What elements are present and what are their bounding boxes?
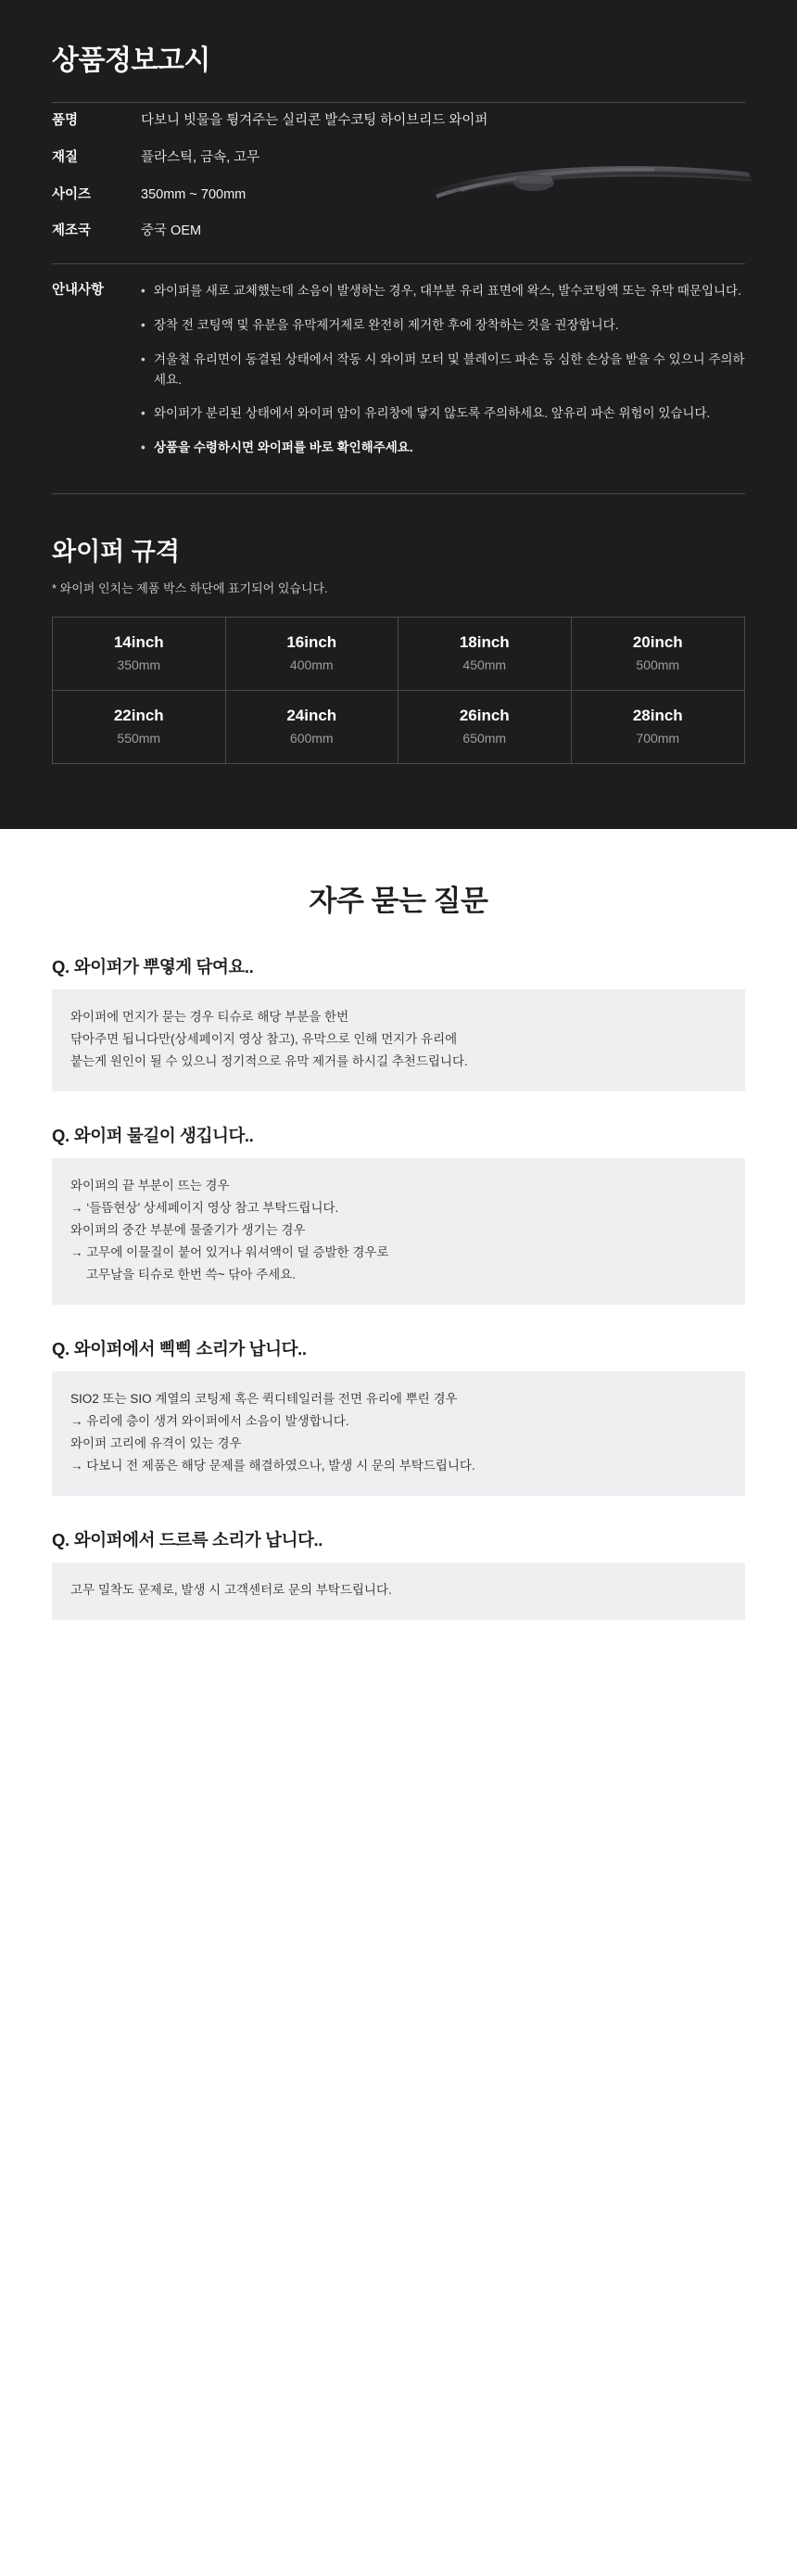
size-mm: 350mm (117, 657, 161, 673)
table-row (52, 213, 745, 250)
product-notice-section (0, 0, 797, 829)
size-mm: 650mm (462, 731, 507, 746)
wiper-spec-note: * 와이퍼 인치는 제품 박스 하단에 표기되어 있습니다. (52, 581, 328, 596)
size-mm: 400mm (289, 657, 334, 673)
faq-question-text: 와이퍼에서 드르륵 소리가 납니다.. (73, 1530, 323, 1550)
spec-value: 중국 OEM (141, 223, 202, 239)
size-inch: 28inch (632, 707, 683, 725)
divider-bottom (52, 493, 745, 494)
faq-question (52, 1527, 745, 1551)
faq-answer-line: → 다보니 전 제품은 해당 문제를 해결하였으나, 발생 시 문의 부탁드립니다. (70, 1459, 475, 1473)
size-cell (398, 691, 572, 763)
faq-answer-line: 와이퍼에 먼지가 묻는 경우 티슈로 해당 부분을 한번 (70, 1010, 349, 1025)
list-item: • 겨울철 유리면이 동결된 상태에서 작동 시 와이퍼 모터 및 블레이드 파손 등 심한 손상을 받을 수 있으니 주의하세요. (141, 350, 745, 390)
size-mm: 700mm (636, 731, 680, 746)
faq-item (52, 1527, 745, 1620)
faq-answer (52, 1371, 745, 1496)
list-item: • 상품을 수령하시면 와이퍼를 바로 확인해주세요. (141, 438, 745, 458)
spec-key: 재질 (52, 149, 79, 165)
question-mark-label: Q. (52, 1126, 70, 1146)
spec-value: 플라스틱, 금속, 고무 (141, 149, 260, 165)
spec-value: 다보니 빗물을 튕겨주는 실리콘 발수코팅 하이브리드 와이퍼 (141, 113, 488, 128)
spec-key: 사이즈 (52, 186, 92, 202)
size-inch: 14inch (113, 633, 164, 652)
table-row (52, 177, 745, 214)
faq-question (52, 1336, 745, 1360)
size-mm: 550mm (117, 731, 161, 746)
size-inch: 24inch (286, 707, 337, 725)
faq-answer-line: 닦아주면 됩니다만(상세페이지 영상 참고), 유막으로 인해 먼지가 유리에 (70, 1032, 458, 1047)
faq-answer-line: 와이퍼의 끝 부분이 뜨는 경우 (70, 1179, 230, 1193)
faq-question-text: 와이퍼에서 삑삑 소리가 납니다.. (73, 1339, 307, 1359)
size-cell (226, 691, 399, 763)
list-item: • 장착 전 코팅액 및 유분을 유막제거제로 완전히 제거한 후에 장착하는 것을 권장합니다. (141, 315, 745, 336)
wiper-size-grid (52, 617, 745, 764)
notice-label: 안내사항 (52, 283, 105, 298)
page-title: 상품정보고시 (52, 45, 210, 76)
list-item: • 와이퍼가 분리된 상태에서 와이퍼 암이 유리창에 닿지 않도록 주의하세요. 앞유리 파손 위험이 있습니다. (141, 403, 745, 424)
size-cell (226, 618, 399, 691)
faq-question (52, 1123, 745, 1147)
size-inch: 22inch (113, 707, 164, 725)
wiper-spec-title: 와이퍼 규격 (52, 538, 180, 567)
faq-answer-line: → ‘들뜸현상’ 상세페이지 영상 참고 부탁드립니다. (70, 1201, 339, 1216)
table-row (52, 264, 745, 467)
faq-answer-line: → 유리에 층이 생겨 와이퍼에서 소음이 발생합니다. (70, 1414, 349, 1429)
wiper-spec-block (52, 531, 745, 764)
faq-answer-line: → 고무에 이물질이 붙어 있거나 워셔액이 덜 증발한 경우로 (70, 1245, 389, 1260)
size-cell (398, 618, 572, 691)
question-mark-label: Q. (52, 1339, 70, 1359)
faq-answer (52, 989, 745, 1091)
list-item: • 와이퍼를 새로 교체했는데 소음이 발생하는 경우, 대부분 유리 표면에 왁스, 발수코팅액 또는 유막 때문입니다. (141, 281, 745, 301)
faq-question-text: 와이퍼가 뿌옇게 닦여요.. (73, 957, 254, 977)
spec-key: 제조국 (52, 223, 92, 239)
faq-item (52, 1336, 745, 1496)
size-mm: 600mm (289, 731, 334, 746)
table-row (52, 103, 745, 140)
faq-answer-line: 고무 밀착도 문제로, 발생 시 고객센터로 문의 부탁드립니다. (70, 1583, 392, 1598)
faq-answer-line: 와이퍼의 중간 부분에 물줄기가 생기는 경우 (70, 1223, 306, 1238)
faq-question (52, 954, 745, 978)
faq-answer (52, 1158, 745, 1305)
size-cell (53, 691, 226, 763)
spec-value: 350mm ~ 700mm (141, 186, 247, 202)
faq-item (52, 1123, 745, 1305)
size-inch: 16inch (286, 633, 337, 652)
faq-item (52, 954, 745, 1091)
faq-answer-line: 와이퍼 고리에 유격이 있는 경우 (70, 1436, 242, 1451)
faq-question-text: 와이퍼 물길이 생깁니다.. (73, 1126, 254, 1146)
question-mark-label: Q. (52, 957, 70, 977)
faq-answer-line: 붙는게 원인이 될 수 있으니 정기적으로 유막 제거를 하시길 추천드립니다. (70, 1054, 468, 1069)
size-cell (572, 691, 745, 763)
size-cell (572, 618, 745, 691)
question-mark-label: Q. (52, 1530, 70, 1550)
faq-answer (52, 1562, 745, 1620)
notice-table (52, 264, 745, 467)
faq-answer-line: 고무날을 티슈로 한번 쓱~ 닦아 주세요. (86, 1268, 297, 1282)
size-cell (53, 618, 226, 691)
table-row (52, 140, 745, 177)
notice-list (141, 281, 745, 458)
faq-title: 자주 묻는 질문 (309, 885, 488, 918)
size-mm: 450mm (462, 657, 507, 673)
faq-answer-line: SIO2 또는 SIO 계열의 코팅제 혹은 퀵디테일러를 전면 유리에 뿌린 경우 (70, 1392, 458, 1407)
faq-section (0, 829, 797, 1676)
size-inch: 20inch (632, 633, 683, 652)
size-inch: 18inch (459, 633, 510, 652)
size-mm: 500mm (636, 657, 680, 673)
size-inch: 26inch (459, 707, 510, 725)
spec-key: 품명 (52, 113, 79, 128)
spec-table (52, 103, 745, 250)
